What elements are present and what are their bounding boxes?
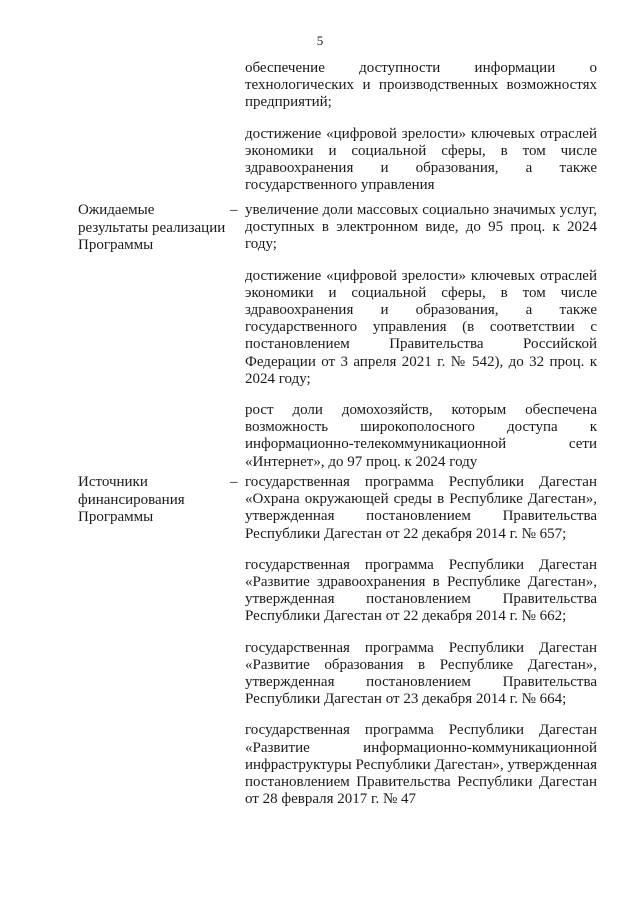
result-item: рост доли домохозяйств, которым обеспечена возможность широкополосного доступа к информационно-телекоммуникационной сети «Интернет», до 97 проц. к 2024 году	[245, 402, 597, 470]
section-dash: –	[230, 474, 238, 490]
result-item: достижение «цифровой зрелости» ключевых отраслей экономики и социальной сферы, в том числе здравоохранения и образования, а также государственного управления (в соответствии с постановлением Правительства Российской Федерации от 3 апреля 2021 г. № 542), до 32 проц. к 2024 году;	[245, 267, 597, 387]
funding-item: государственная программа Республики Дагестан «Охрана окружающей среды в Республике Дагестан», утвержденная постановлением Правительства Республики Дагестан от 22 декабря 2014 г. № 657;	[245, 474, 597, 542]
result-item: увеличение доли массовых социально значимых услуг, доступных в электронном виде, до 95 проц. к 2024 году;	[245, 202, 597, 253]
expected-results-content	[245, 202, 597, 471]
funding-item: государственная программа Республики Дагестан «Развитие здравоохранения в Республике Дагестан», утвержденная постановлением Правительства Республики Дагестан от 22 декабря 2014 г. № 662;	[245, 556, 597, 625]
funding-item: государственная программа Республики Дагестан «Развитие образования в Республике Дагестан», утвержденная постановлением Правительства Республики Дагестан от 23 декабря 2014 г. № 664;	[245, 639, 597, 708]
funding-sources-label: Источники финансирования Программы	[78, 474, 185, 525]
funding-item: государственная программа Республики Дагестан «Развитие информационно-коммуникационной инфраструктуры Республики Дагестан», утвержденная постановлением Правительства Республики Дагестан от 28 февраля 2017 г. № 47	[245, 722, 597, 808]
continuation-content	[245, 60, 597, 194]
continuation-paragraph: достижение «цифровой зрелости» ключевых отраслей экономики и социальной сферы, в том числе здравоохранения и образования, а также государственного управления	[245, 125, 597, 194]
section-dash: –	[230, 202, 238, 218]
continuation-paragraph: обеспечение доступности информации о технологических и производственных возможностях предприятий;	[245, 60, 597, 111]
funding-sources-content	[245, 474, 597, 808]
page-number: 5	[316, 33, 324, 48]
expected-results-label: Ожидаемые результаты реализации Программы	[78, 202, 226, 253]
